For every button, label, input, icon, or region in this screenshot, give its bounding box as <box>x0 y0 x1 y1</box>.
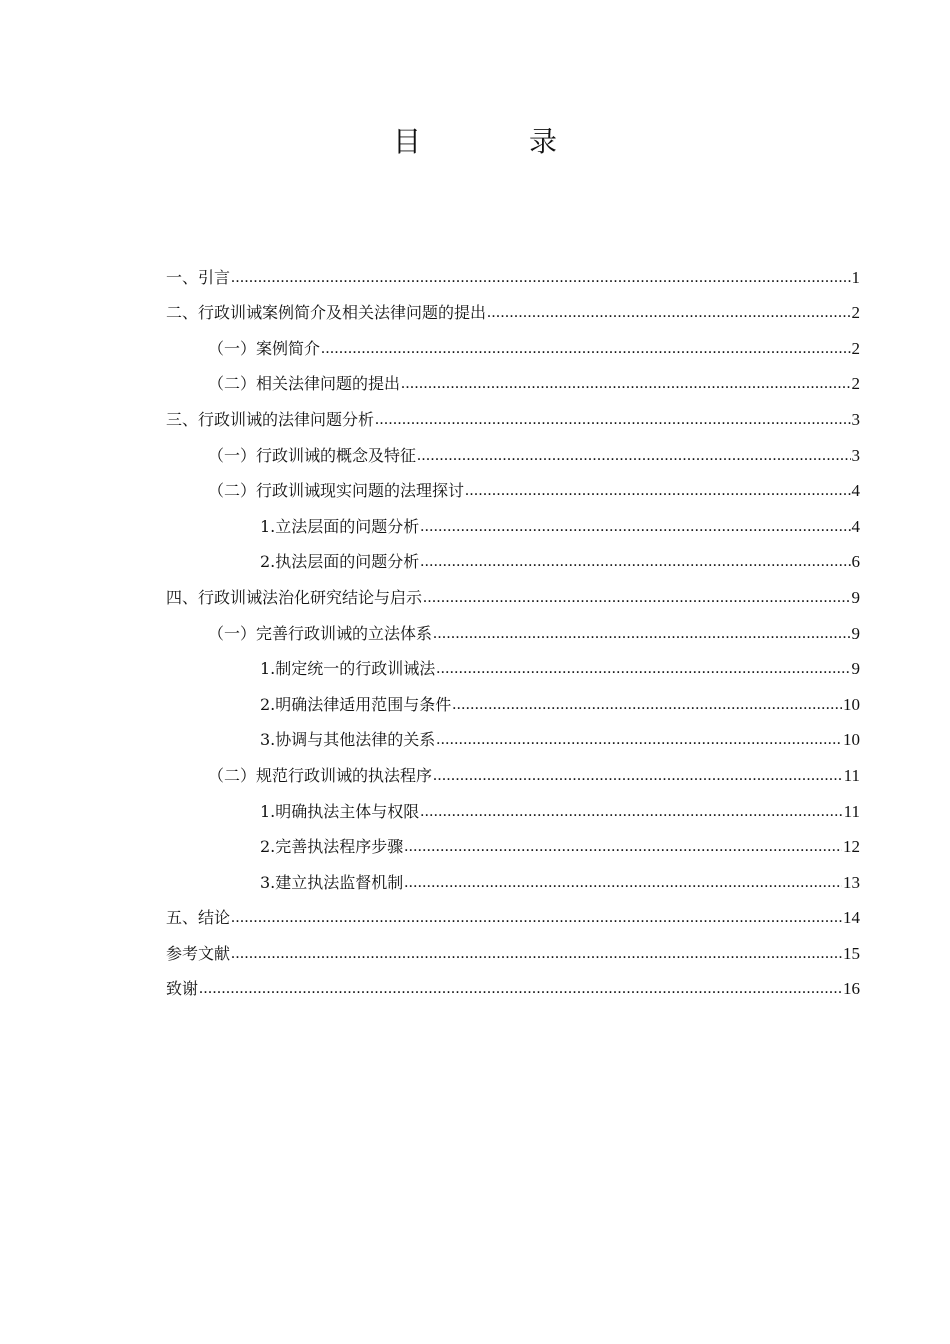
toc-entry[interactable] <box>166 786 860 822</box>
toc-entry-page: 2 <box>851 338 860 358</box>
toc-entry[interactable] <box>166 252 860 288</box>
toc-entry-label: 1.明确执法主体与权限 <box>260 801 420 821</box>
toc-entry-label: 3.建立执法监督机制 <box>260 872 404 892</box>
toc-entry-label: 1.制定统一的行政训诫法 <box>260 659 436 679</box>
toc-leader-dots <box>433 624 850 644</box>
toc-entry-label: （二）相关法律问题的提出 <box>208 374 401 394</box>
toc-entry-label: 四、行政训诫法治化研究结论与启示 <box>166 587 423 607</box>
toc-entry[interactable] <box>166 501 860 537</box>
toc-entry-page: 2 <box>851 303 860 323</box>
toc-entry-label: （一）案例简介 <box>208 338 321 358</box>
toc-leader-dots <box>487 303 850 323</box>
toc-entry-page: 16 <box>843 979 860 999</box>
toc-leader-dots <box>401 374 850 394</box>
toc-entry[interactable] <box>166 359 860 395</box>
toc-entry[interactable] <box>166 822 860 858</box>
toc-entry-label: （二）行政训诫现实问题的法理探讨 <box>208 481 465 501</box>
toc-entry-label: 1.立法层面的问题分析 <box>260 516 420 536</box>
toc-entry-page: 9 <box>851 659 860 679</box>
toc-entry-label: 3.协调与其他法律的关系 <box>260 730 436 750</box>
toc-entry[interactable] <box>166 715 860 751</box>
toc-entry-page: 9 <box>851 623 860 643</box>
toc-entry[interactable] <box>166 679 860 715</box>
toc-entry-label: 一、引言 <box>166 267 231 287</box>
toc-entry-page: 12 <box>843 837 860 857</box>
toc-leader-dots <box>420 552 850 572</box>
toc-entry-label: 2.明确法律适用范围与条件 <box>260 694 452 714</box>
toc-entry-page: 2 <box>851 374 860 394</box>
toc-entry-label: 三、行政训诫的法律问题分析 <box>166 409 375 429</box>
toc-entry-label: 参考文献 <box>166 943 231 963</box>
page-title: 目 录 <box>392 125 597 158</box>
toc-leader-dots <box>231 944 842 964</box>
toc-entry-label: 致谢 <box>166 979 199 999</box>
toc-entry[interactable] <box>166 466 860 502</box>
toc-leader-dots <box>199 979 842 999</box>
toc-leader-dots <box>436 730 842 750</box>
table-of-contents <box>166 252 860 999</box>
toc-entry-page: 11 <box>843 765 860 785</box>
toc-entry[interactable] <box>166 430 860 466</box>
toc-leader-dots <box>417 446 850 466</box>
toc-entry-label: （一）行政训诫的概念及特征 <box>208 445 417 465</box>
toc-entry[interactable] <box>166 394 860 430</box>
toc-leader-dots <box>404 873 842 893</box>
toc-leader-dots <box>404 837 842 857</box>
toc-entry[interactable] <box>166 537 860 573</box>
toc-entry-label: 五、结论 <box>166 908 231 928</box>
toc-leader-dots <box>231 268 850 288</box>
toc-leader-dots <box>452 695 842 715</box>
toc-leader-dots <box>465 481 850 501</box>
toc-leader-dots <box>420 517 850 537</box>
toc-entry-page: 11 <box>843 801 860 821</box>
toc-leader-dots <box>423 588 850 608</box>
toc-entry[interactable] <box>166 608 860 644</box>
toc-entry-page: 10 <box>843 694 860 714</box>
toc-entry-page: 4 <box>851 481 860 501</box>
toc-entry-page: 13 <box>843 872 860 892</box>
toc-entry[interactable] <box>166 750 860 786</box>
toc-entry[interactable] <box>166 644 860 680</box>
toc-entry-page: 6 <box>851 552 860 572</box>
toc-entry-page: 3 <box>851 445 860 465</box>
toc-entry[interactable] <box>166 964 860 1000</box>
toc-entry-label: 2.执法层面的问题分析 <box>260 552 420 572</box>
toc-entry[interactable] <box>166 572 860 608</box>
toc-entry-label: 2.完善执法程序步骤 <box>260 837 404 857</box>
toc-entry[interactable] <box>166 323 860 359</box>
toc-entry-page: 3 <box>851 409 860 429</box>
toc-entry-page: 4 <box>851 516 860 536</box>
toc-entry-label: （一）完善行政训诫的立法体系 <box>208 623 433 643</box>
toc-leader-dots <box>231 908 842 928</box>
toc-entry-page: 1 <box>851 267 860 287</box>
toc-entry-page: 10 <box>843 730 860 750</box>
toc-leader-dots <box>436 659 850 679</box>
toc-entry-page: 14 <box>843 908 860 928</box>
toc-entry[interactable] <box>166 893 860 929</box>
toc-entry[interactable] <box>166 857 860 893</box>
toc-entry[interactable] <box>166 928 860 964</box>
toc-entry-label: （二）规范行政训诫的执法程序 <box>208 765 433 785</box>
toc-leader-dots <box>433 766 843 786</box>
toc-entry-page: 9 <box>851 587 860 607</box>
toc-leader-dots <box>375 410 850 430</box>
toc-leader-dots <box>420 802 842 822</box>
toc-leader-dots <box>321 339 850 359</box>
toc-entry[interactable] <box>166 288 860 324</box>
toc-entry-page: 15 <box>843 943 860 963</box>
toc-entry-label: 二、行政训诫案例简介及相关法律问题的提出 <box>166 303 487 323</box>
